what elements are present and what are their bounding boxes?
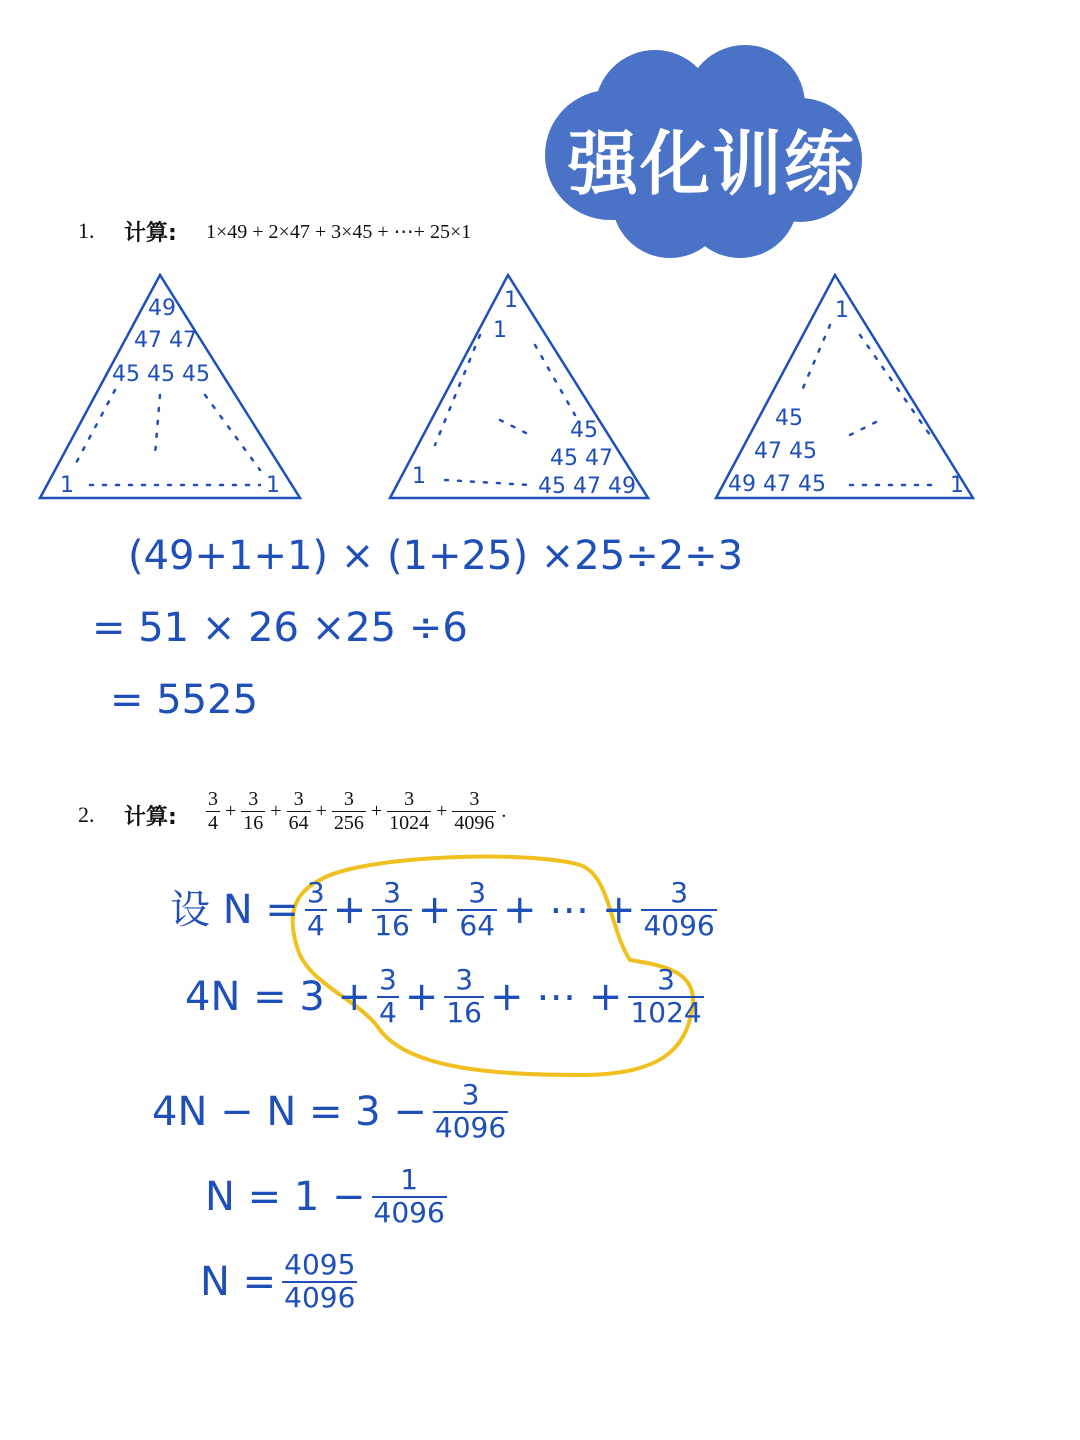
tri3-label-3: 47 45 [754, 439, 817, 464]
term-frac: $\frac{3}{1024}$ [389, 788, 430, 834]
problem-1-label: 计算: [124, 221, 177, 246]
problem-2-number: 2. [78, 802, 95, 827]
problem-2-work-line-2: 4N = 3 + $\frac{3}{4}$ + $\frac{3}{16}$ + ⋯ + $\frac{3}{1024}$ [185, 963, 702, 1029]
problem-2-work-line-1: 设 N = $\frac{3}{4}$ + $\frac{3}{16}$ + $\frac{3}{64}$ + ⋯ + $\frac{3}{4096}$ [170, 876, 715, 942]
term-frac: $\frac{3}{16}$ [243, 788, 264, 834]
problem-2-work-line-4: N = 1 − $\frac{1}{4096}$ [205, 1163, 445, 1229]
term-frac: $\frac{3}{4096}$ [454, 788, 495, 834]
tri1-label-row2: 47 47 [134, 328, 197, 353]
tri2-label-4: 45 47 [550, 446, 613, 471]
tri1-label-left: 1 [60, 473, 74, 498]
problem-1-expression: 1×49 + 2×47 + 3×45 + ⋯+ 25×1 [206, 221, 472, 243]
term-frac: $\frac{3}{64}$ [288, 788, 309, 834]
tri3-label-2: 45 [775, 406, 803, 431]
tri2-label-3: 45 [570, 418, 598, 443]
term-frac: $\frac{3}{256}$ [333, 788, 364, 834]
problem-1-number: 1. [78, 218, 95, 243]
term-frac: $\frac{3}{4}$ [208, 788, 218, 834]
problem-2-work-line-5: N = $\frac{4095}{4096}$ [200, 1248, 356, 1314]
tri1-label-top: 49 [148, 296, 176, 321]
tri2-label-5: 45 47 49 [538, 474, 636, 499]
problem-2-work-line-3: 4N − N = 3 − $\frac{3}{4096}$ [152, 1078, 507, 1144]
triangle-diagrams [30, 265, 990, 510]
problem-2-expression: $\frac{3}{4}$ + $\frac{3}{16}$ + $\frac{3}{64}$ + $\frac{3}{256}$ + $\frac{3}{1024}$ + $\frac{3}{4096}$ . [208, 788, 507, 834]
problem-1-work-line-1: (49+1+1) × (1+25) ×25÷2÷3 [128, 533, 744, 579]
tri3-label-4: 49 47 45 [728, 472, 826, 497]
tri1-label-right: 1 [266, 473, 280, 498]
tri2-label-top: 1 [504, 288, 518, 313]
problem-1-work-line-2: = 51 × 26 ×25 ÷6 [92, 605, 468, 651]
tri3-label-right: 1 [950, 473, 964, 498]
tri3-label-top: 1 [835, 298, 849, 323]
badge-title: 强化训练 [568, 123, 856, 205]
tri2-label-left: 1 [412, 464, 426, 489]
problem-2-label: 计算: [124, 805, 177, 830]
tri2-label-2: 1 [493, 318, 507, 343]
problem-1-work-line-3: = 5525 [110, 677, 259, 723]
tri1-label-row3: 45 45 45 [112, 362, 210, 387]
